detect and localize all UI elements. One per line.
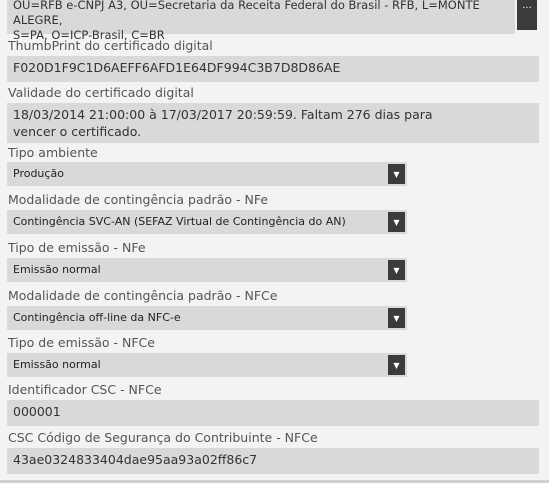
environment-select[interactable] bbox=[7, 162, 407, 186]
chevron-down-icon: ▼ bbox=[388, 212, 405, 232]
csc-id-input[interactable]: 000001 bbox=[7, 400, 539, 426]
contingency-nfce-select[interactable] bbox=[7, 306, 407, 330]
certificate-subject-line2: S=PA, O=ICP-Brasil, C=BR bbox=[13, 28, 165, 42]
emission-type-nfce-select[interactable] bbox=[7, 353, 407, 377]
thumbprint-field: F020D1F9C1D6AEFF6AFD1E64DF994C3B7D8D86AE bbox=[7, 56, 539, 82]
emission-type-nfce-label: Tipo de emissão - NFCe bbox=[8, 335, 155, 350]
select-certificate-button[interactable] bbox=[517, 0, 537, 30]
chevron-down-icon: ▼ bbox=[388, 355, 405, 375]
emission-type-nfe-label: Tipo de emissão - NFe bbox=[8, 240, 146, 255]
chevron-down-icon: ▼ bbox=[388, 308, 405, 328]
csc-label: CSC Código de Segurança do Contribuinte - NFCe bbox=[8, 430, 318, 445]
emission-type-nfce-select-value: Emissão normal bbox=[13, 358, 101, 371]
environment-label: Tipo ambiente bbox=[8, 145, 98, 160]
ellipsis-icon: ... bbox=[522, 0, 532, 11]
contingency-nfe-select-value: Contingência SVC-AN (SEFAZ Virtual de Contingência do AN) bbox=[13, 215, 346, 228]
csc-input[interactable]: 43ae0324833404dae95aa93a02ff86c7 bbox=[7, 448, 539, 474]
emission-type-nfe-select-value: Emissão normal bbox=[13, 263, 101, 276]
thumbprint-label: ThumbPrint do certificado digital bbox=[8, 38, 213, 53]
contingency-nfce-select-value: Contingência off-line da NFC-e bbox=[13, 311, 181, 324]
validity-field: 18/03/2014 21:00:00 à 17/03/2017 20:59:59. Faltam 276 dias para vencer o certificado. bbox=[7, 103, 539, 143]
certificate-subject-line1: OU=RFB e-CNPJ A3, OU=Secretaria da Receita Federal do Brasil - RFB, L=MONTE ALEGRE, bbox=[13, 0, 480, 27]
contingency-nfe-label: Modalidade de contingência padrão - NFe bbox=[8, 192, 269, 207]
certificate-subject-field bbox=[7, 0, 515, 42]
chevron-down-icon: ▼ bbox=[388, 164, 405, 184]
csc-id-label: Identificador CSC - NFCe bbox=[8, 382, 162, 397]
environment-select-value: Produção bbox=[13, 167, 64, 180]
chevron-down-icon: ▼ bbox=[388, 260, 405, 280]
validity-label: Validade do certificado digital bbox=[8, 85, 194, 100]
contingency-nfe-select[interactable] bbox=[7, 210, 407, 234]
contingency-nfce-label: Modalidade de contingência padrão - NFCe bbox=[8, 288, 278, 303]
emission-type-nfe-select[interactable] bbox=[7, 258, 407, 282]
